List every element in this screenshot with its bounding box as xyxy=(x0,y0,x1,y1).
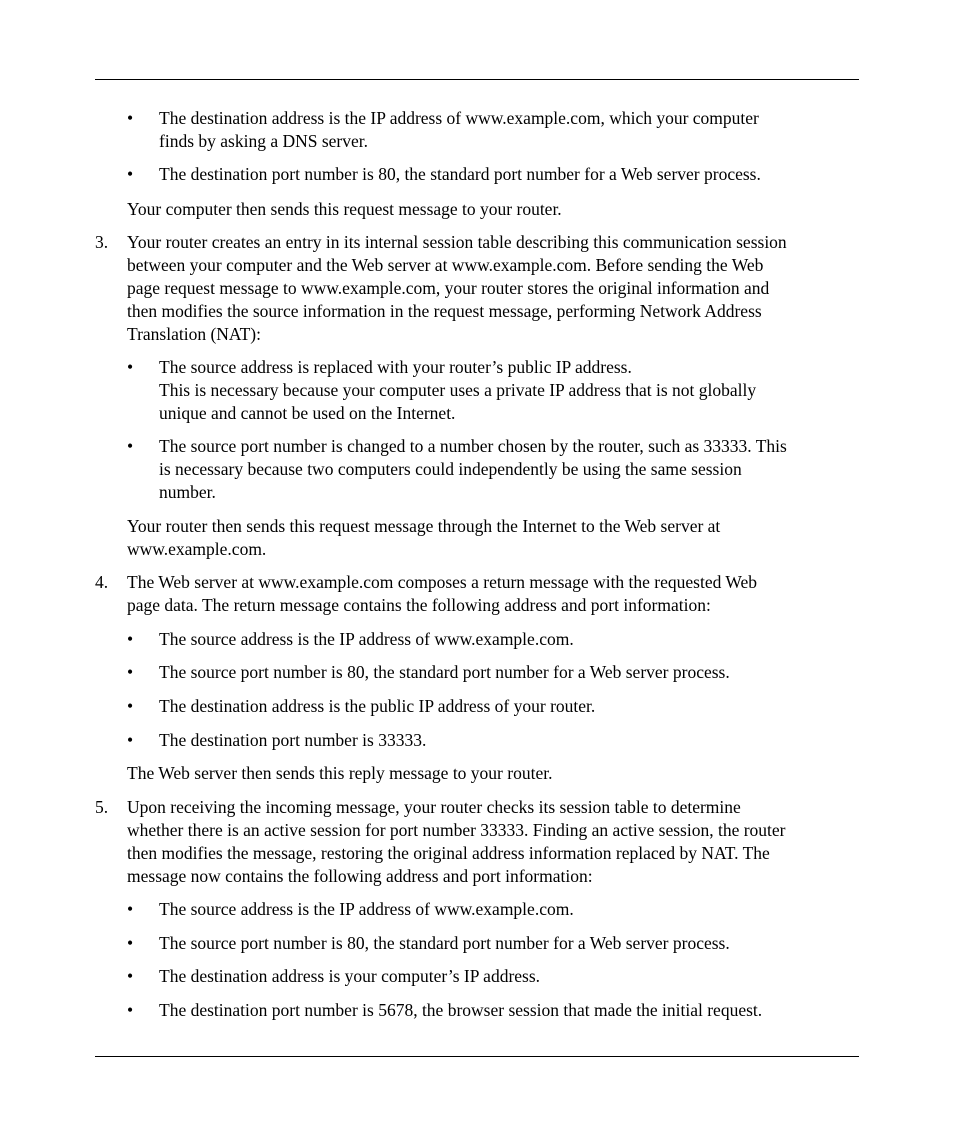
bullet-mark: • xyxy=(127,696,134,716)
paragraph: Your computer then sends this request message to your router. xyxy=(127,199,562,219)
footer-rule xyxy=(95,1056,859,1057)
bullet-mark: • xyxy=(127,1000,134,1020)
bullet-text: The source address is replaced with your router’s public IP address. This is necessary because your computer uses a private IP address that is not globally unique and cannot be used on the Internet. xyxy=(159,357,757,423)
step-text: The Web server at www.example.com composes a return message with the requested Web page data. The return message contains the following address and port information: xyxy=(127,572,758,615)
bullet-text: The destination port number is 80, the standard port number for a Web server process. xyxy=(159,164,761,184)
bullet-mark: • xyxy=(127,966,134,986)
step-number: 3. xyxy=(95,232,109,252)
paragraph: Your router then sends this request message through the Internet to the Web server at www.example.com. xyxy=(127,516,721,559)
bullet-text: The destination port number is 5678, the browser session that made the initial request. xyxy=(159,1000,763,1020)
step-number: 4. xyxy=(95,572,109,592)
bullet-mark: • xyxy=(127,357,134,377)
bullet-mark: • xyxy=(127,730,134,750)
bullet-mark: • xyxy=(127,164,134,184)
step-text: Upon receiving the incoming message, your router checks its session table to determine whether there is an active session for port number 33333. Finding an active session, the router then modifies the message, restoring the original address information replaced by NAT. The message now contains the following address and port information: xyxy=(127,797,786,886)
step-text: Your router creates an entry in its internal session table describing this communication session between your computer and the Web server at www.example.com. Before sending the Web page request message to www.example.com, your router stores the original information and then modifies the source information in the request message, performing Network Address Translation (NAT): xyxy=(127,232,787,344)
bullet-text: The destination address is the IP address of www.example.com, which your computer finds by asking a DNS server. xyxy=(159,108,759,151)
bullet-mark: • xyxy=(127,662,134,682)
bullet-text: The source address is the IP address of www.example.com. xyxy=(159,629,574,649)
paragraph: The Web server then sends this reply message to your router. xyxy=(127,763,553,783)
bullet-mark: • xyxy=(127,933,134,953)
bullet-mark: • xyxy=(127,899,134,919)
bullet-text: The destination address is the public IP address of your router. xyxy=(159,696,596,716)
bullet-text: The destination address is your computer’s IP address. xyxy=(159,966,541,986)
bullet-text: The source port number is changed to a number chosen by the router, such as 33333. This is necessary because two computers could independently be using the same session number. xyxy=(159,436,787,502)
bullet-text: The source address is the IP address of www.example.com. xyxy=(159,899,574,919)
bullet-text: The source port number is 80, the standard port number for a Web server process. xyxy=(159,933,730,953)
bullet-text: The destination port number is 33333. xyxy=(159,730,427,750)
bullet-mark: • xyxy=(127,108,134,128)
header-rule xyxy=(95,79,859,80)
step-number: 5. xyxy=(95,797,109,817)
bullet-text: The source port number is 80, the standard port number for a Web server process. xyxy=(159,662,730,682)
bullet-mark: • xyxy=(127,629,134,649)
bullet-mark: • xyxy=(127,436,134,456)
